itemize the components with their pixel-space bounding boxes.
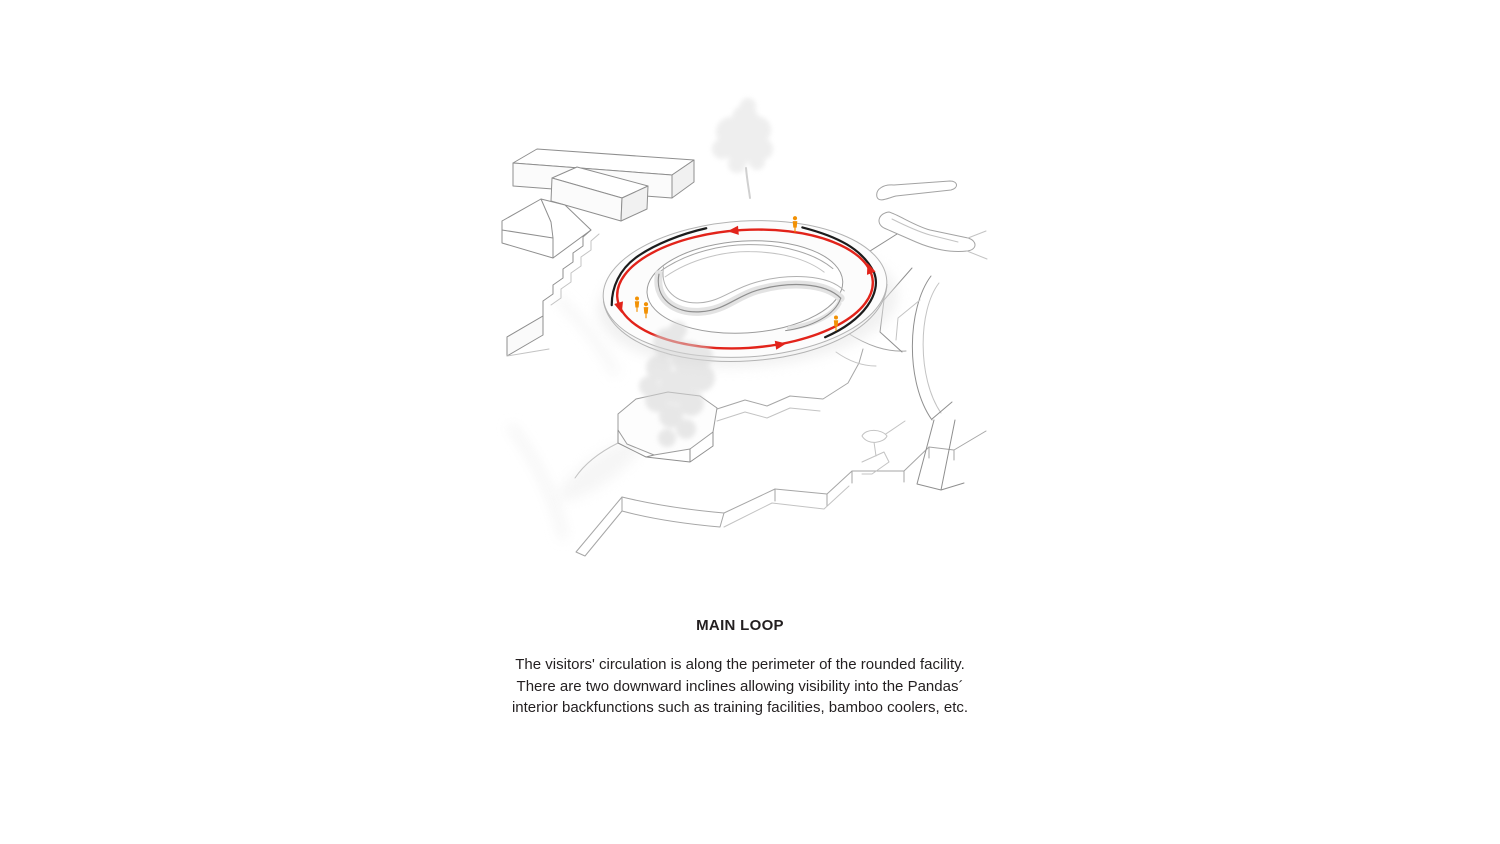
- tree-icon: [712, 98, 773, 198]
- caption-body: [440, 654, 1040, 719]
- caption-block: [440, 616, 1040, 719]
- caption-line: There are two downward inclines allowing visibility into the Pandas´: [516, 677, 964, 695]
- caption-line: The visitors' circulation is along the perimeter of the rounded facility.: [515, 656, 965, 673]
- caption-line: interior backfunctions such as training facilities, bamboo coolers, etc.: [511, 699, 969, 716]
- panda-house-ring: [593, 212, 901, 376]
- section-title: MAIN LOOP: [696, 617, 784, 634]
- context-paths: [851, 181, 987, 490]
